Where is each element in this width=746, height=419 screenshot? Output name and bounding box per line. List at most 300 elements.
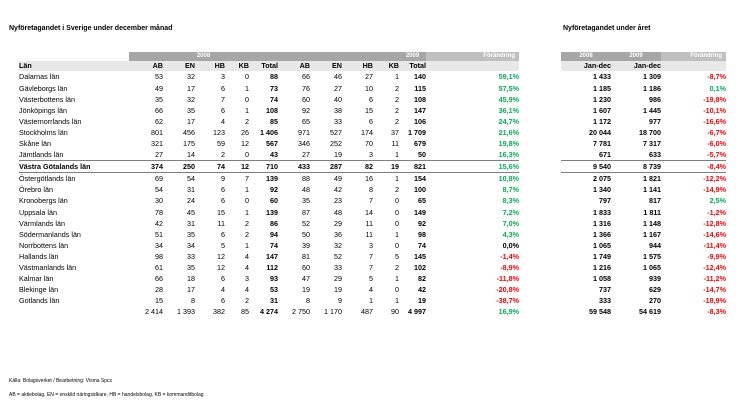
value-cell: 42 [334,185,342,195]
side-table-row [561,105,726,116]
value-cell: 0 [395,285,399,295]
change-cell: -11,8% [496,274,519,284]
value-cell: 48 [302,185,310,195]
value-cell: 42 [418,285,426,295]
change-cell: 36,1% [498,105,519,115]
value-cell: 39 [302,240,310,250]
value-cell: 61 [155,263,163,272]
value-cell: 18 [187,274,195,284]
change-cell: 4,3% [502,229,519,239]
value-cell: 0 [245,72,249,82]
table-row [19,116,519,127]
value-cell: 88 [302,174,310,184]
value-cell: 147 [414,105,426,115]
value-cell: 34 [155,240,163,250]
side-value-2009: 817 [649,196,661,206]
value-cell: 33 [187,251,195,261]
side-change-cell: -14,6% [703,229,726,239]
value-cell: 801 [151,127,163,137]
value-cell: 6 [221,185,225,195]
side-value-2009: 18 700 [639,127,661,137]
side-value-2009: 270 [649,296,661,306]
year-2008-header: 2008 [129,52,278,61]
value-cell: 66 [155,105,163,115]
value-cell: 19 [334,150,342,160]
value-cell: 1 [245,240,249,250]
value-cell: 8 [369,185,373,195]
value-cell: 49 [155,83,163,93]
side-change-cell: -16,6% [703,116,726,126]
value-cell: 54 [155,185,163,195]
value-cell: 140 [414,72,426,82]
side-total-change: -8,3% [707,307,726,317]
side-value-2008: 737 [599,285,611,295]
change-cell: 19,8% [498,138,519,148]
side-value-2008: 1 230 [593,94,611,104]
table-row [19,94,519,105]
value-cell: 60 [302,94,310,104]
december-table [19,52,519,317]
value-cell: 85 [270,116,278,126]
value-cell: 94 [270,229,278,239]
value-cell: 98 [155,251,163,261]
value-cell: 12 [217,251,225,261]
side-value-2009: 633 [649,150,661,160]
county-name: Jämtlands län [19,150,64,160]
value-cell: 11 [365,229,373,239]
value-cell: 51 [155,229,163,239]
side-table-row [561,94,726,105]
value-cell: 4 [221,116,225,126]
value-cell: 527 [330,127,342,137]
side-table-row [561,173,726,185]
value-cell: 4 [221,285,225,295]
side-table-title: Nyföretagandet under året [563,25,651,32]
county-name: Gävleborgs län [19,83,68,93]
column-header: EN [163,61,195,71]
value-cell: 1 [245,83,249,93]
column-header: Total [399,61,426,71]
value-cell: 32 [187,94,195,104]
value-cell: 60 [270,196,278,206]
value-cell: 31 [187,218,195,228]
value-cell: 31 [187,185,195,195]
side-column-headers [561,61,726,71]
county-name: Västmanlands län [19,263,77,272]
change-cell: 24,7% [498,116,519,126]
value-cell: 29 [334,274,342,284]
county-name: Örebro län [19,185,53,195]
value-cell: 7 [369,263,373,272]
value-cell: 1 [395,229,399,239]
side-change-cell: -9,9% [707,251,726,261]
value-cell: 11 [391,138,399,148]
table-row [19,273,519,284]
value-cell: 3 [369,150,373,160]
value-cell: 60 [302,263,310,272]
side-change-cell: -6,0% [707,138,726,148]
value-cell: 50 [302,229,310,239]
value-cell: 6 [221,229,225,239]
side-change-cell: -12,4% [703,263,726,272]
value-cell: 8 [191,296,195,306]
value-cell: 52 [334,251,342,261]
value-cell: 1 [245,207,249,217]
value-cell: 679 [414,138,426,148]
total-label [19,306,129,317]
side-value-2008: 7 781 [593,138,611,148]
value-cell: 374 [129,161,163,173]
value-cell: 710 [249,161,278,173]
value-cell: 1 [245,185,249,195]
side-change-cell: -6,7% [707,127,726,137]
value-cell: 4 [245,263,249,272]
side-change-cell: -18,9% [703,296,726,306]
value-cell: 98 [418,229,426,239]
value-cell: 42 [155,218,163,228]
value-cell: 92 [302,105,310,115]
column-header [426,61,519,71]
side-value-2009: 977 [649,116,661,126]
value-cell: 6 [221,296,225,306]
value-cell: 74 [270,240,278,250]
value-cell: 88 [270,72,278,82]
value-cell: 821 [399,161,426,173]
value-cell: 2 [221,150,225,160]
value-cell: 1 709 [408,127,426,137]
value-cell: 47 [302,274,310,284]
value-cell: 54 [187,174,195,184]
value-cell: 7 [245,174,249,184]
value-cell: 1 [395,150,399,160]
county-name: Blekinge län [19,285,59,295]
county-name: Västernorrlands län [19,116,82,126]
change-cell: -20,8% [496,285,519,295]
value-cell: 4 [369,285,373,295]
table-row [19,138,519,149]
value-cell: 287 [310,161,342,173]
side-change-cell: -8,4% [661,161,726,173]
change-cell: 21,6% [498,127,519,137]
table-row [19,71,519,82]
table-row [19,184,519,195]
total-cell: 90 [391,307,399,317]
change-cell: -1,4% [500,251,519,261]
value-cell: 92 [418,218,426,228]
side-table-row [561,240,726,251]
side-value-2008: 2 075 [593,174,611,184]
value-cell: 6 [369,94,373,104]
change-cell: 59,1% [498,72,519,82]
side-value-2008: 1 433 [593,72,611,82]
value-cell: 115 [414,83,426,93]
side-value-2009: 1 167 [643,229,661,239]
county-name: Kalmar län [19,274,54,284]
value-cell: 145 [414,251,426,261]
value-cell: 93 [270,274,278,284]
value-cell: 6 [221,196,225,206]
change-cell: 57,5% [498,83,519,93]
side-table-row [561,71,726,82]
value-cell: 27 [334,83,342,93]
side-table-row [561,138,726,149]
column-header: HB [342,61,373,71]
value-cell: 0 [245,94,249,104]
side-table-row [561,116,726,127]
side-col-b: Jan-dec [611,61,661,71]
value-cell: 456 [183,127,195,137]
value-cell: 26 [241,127,249,137]
side-col-a: Jan-dec [561,61,611,71]
value-cell: 35 [155,94,163,104]
total-cell: 85 [241,307,249,317]
total-cell: 4 274 [260,307,278,317]
column-header: AB [129,61,163,71]
value-cell: 12 [241,138,249,148]
value-cell: 15 [365,105,373,115]
value-cell: 46 [334,72,342,82]
value-cell: 36 [334,229,342,239]
value-cell: 66 [302,72,310,82]
value-cell: 59 [217,138,225,148]
value-cell: 2 [245,218,249,228]
side-table-row [561,149,726,161]
legend-footnote: AB = aktiebolag, EN = enskild näringsidkare, HB = handelsbolag, KB = kommanditbolag [9,392,204,398]
side-value-2009: 7 317 [643,138,661,148]
source-footnote: Källa: Bolagsverket / Bearbetning: Visma Spcs [9,378,113,384]
value-cell: 6 [221,105,225,115]
side-change-cell: 0,1% [709,83,726,93]
value-cell: 108 [266,105,278,115]
side-value-2008: 797 [599,196,611,206]
table-row [19,295,519,306]
value-cell: 2 [245,116,249,126]
value-cell: 33 [334,263,342,272]
column-header: HB [195,61,225,71]
value-cell: 35 [302,196,310,206]
table-row [19,262,519,273]
side-table-row [561,295,726,306]
value-cell: 69 [155,174,163,184]
year-table [561,52,726,317]
value-cell: 9 [338,296,342,306]
side-value-2008: 1 340 [593,185,611,195]
value-cell: 139 [266,207,278,217]
value-cell: 66 [155,274,163,284]
value-cell: 2 [245,229,249,239]
value-cell: 102 [414,263,426,272]
side-change-cell: -11,4% [703,240,726,250]
side-value-2009: 1 186 [643,83,661,93]
side-table-row [561,218,726,229]
side-value-2009: 1 141 [643,185,661,195]
value-cell: 15 [155,296,163,306]
side-table-row [561,207,726,218]
value-cell: 81 [302,251,310,261]
side-total-row [561,306,726,317]
main-table-title: Nyföretagandet i Sverige under december månad [9,25,173,32]
value-cell: 0 [395,207,399,217]
value-cell: 0 [395,196,399,206]
change-cell: 7,0% [502,218,519,228]
value-cell: 1 406 [260,127,278,137]
side-change-cell: -11,2% [703,274,726,284]
value-cell: 32 [334,240,342,250]
value-cell: 433 [278,161,310,173]
value-cell: 0 [395,240,399,250]
side-value-2009: 1 309 [643,72,661,82]
value-cell: 0 [245,196,249,206]
change-cell: -8,9% [500,263,519,272]
value-cell: 2 [395,105,399,115]
value-cell: 149 [414,207,426,217]
value-cell: 17 [187,285,195,295]
change-cell: 8,3% [502,196,519,206]
table-row [19,229,519,240]
value-cell: 27 [302,150,310,160]
value-cell: 11 [217,218,225,228]
side-value-2009: 1 821 [643,174,661,184]
total-cell: 382 [213,307,225,317]
value-cell: 321 [151,138,163,148]
value-cell: 2 [395,185,399,195]
value-cell: 175 [183,138,195,148]
value-cell: 5 [369,274,373,284]
side-change-cell: -14,7% [703,285,726,295]
value-cell: 19 [334,285,342,295]
side-change-cell: -5,7% [707,150,726,160]
side-value-2009: 1 811 [643,207,661,217]
value-cell: 65 [302,116,310,126]
side-value-2008: 1 607 [593,105,611,115]
value-cell: 154 [414,174,426,184]
value-cell: 1 [245,105,249,115]
column-headers [19,61,519,71]
value-cell: 86 [270,218,278,228]
value-cell: 87 [302,207,310,217]
county-name: Stockholms län [19,127,68,137]
value-cell: 3 [221,72,225,82]
value-cell: 11 [365,218,373,228]
side-value-2008: 1 185 [593,83,611,93]
value-cell: 147 [266,251,278,261]
side-change-cell: -19,8% [703,94,726,104]
value-cell: 971 [298,127,310,137]
value-cell: 7 [369,196,373,206]
value-cell: 74 [418,240,426,250]
value-cell: 1 [395,72,399,82]
side-table-row [561,262,726,273]
value-cell: 174 [361,127,373,137]
value-cell: 2 [395,83,399,93]
side-value-2008: 1 749 [593,251,611,261]
change-cell: 7,2% [502,207,519,217]
value-cell: 112 [266,263,278,272]
value-cell: 3 [369,240,373,250]
side-value-2008: 1 216 [593,263,611,272]
county-name: Västra Götalands län [19,161,129,173]
value-cell: 17 [187,116,195,126]
side-total-2008: 59 548 [589,307,611,317]
value-cell: 34 [187,240,195,250]
side-change-cell: -10,1% [703,105,726,115]
value-cell: 45 [187,207,195,217]
county-name: Skåne län [19,138,51,148]
value-cell: 24 [187,196,195,206]
county-name: Hallands län [19,251,59,261]
side-change-cell: -8,7% [707,72,726,82]
side-year-2008-header: 2008 [561,52,611,61]
side-table-row [561,127,726,138]
county-name: Norrbottens län [19,240,69,250]
value-cell: 74 [195,161,225,173]
side-table-row [561,251,726,262]
year-2009-header: 2009 [399,52,426,61]
side-value-2009: 986 [649,94,661,104]
value-cell: 78 [155,207,163,217]
value-cell: 27 [155,150,163,160]
county-name: Västerbottens län [19,94,75,104]
table-row [19,127,519,138]
side-value-2008: 1 058 [593,274,611,284]
table-row [19,161,519,173]
side-value-2009: 944 [649,240,661,250]
total-cell: 1 393 [177,307,195,317]
value-cell: 1 [369,296,373,306]
side-value-2009: 1 575 [643,251,661,261]
total-row [19,306,519,317]
side-change-cell: -1,2% [707,207,726,217]
value-cell: 106 [414,116,426,126]
value-cell: 5 [395,251,399,261]
value-cell: 92 [270,185,278,195]
side-total-2009: 54 619 [639,307,661,317]
value-cell: 38 [334,105,342,115]
total-cell: 487 [361,307,373,317]
value-cell: 53 [270,285,278,295]
value-cell: 35 [187,263,195,272]
value-cell: 50 [418,150,426,160]
side-value-2008: 1 366 [593,229,611,239]
column-header: Total [249,61,278,71]
value-cell: 12 [217,263,225,272]
side-value-2008: 671 [599,150,611,160]
county-name: Jönköpings län [19,105,67,115]
total-cell: 4 997 [408,307,426,317]
value-cell: 250 [163,161,195,173]
value-cell: 108 [414,94,426,104]
value-cell: 32 [187,72,195,82]
value-cell: 1 [395,174,399,184]
value-cell: 9 [221,174,225,184]
side-change-cell: -12,2% [703,174,726,184]
value-cell: 4 [245,285,249,295]
value-cell: 4 [245,251,249,261]
value-cell: 139 [266,174,278,184]
county-name: Gotlands län [19,296,60,306]
value-cell: 0 [395,218,399,228]
column-header: EN [310,61,342,71]
value-cell: 2 [395,94,399,104]
value-cell: 100 [414,185,426,195]
value-cell: 0 [245,150,249,160]
change-cell: 45,9% [498,94,519,104]
side-table-row [561,284,726,295]
table-row [19,149,519,161]
change-cell: 16,3% [498,150,519,160]
value-cell: 10 [365,83,373,93]
side-value-2009: 1 445 [643,105,661,115]
